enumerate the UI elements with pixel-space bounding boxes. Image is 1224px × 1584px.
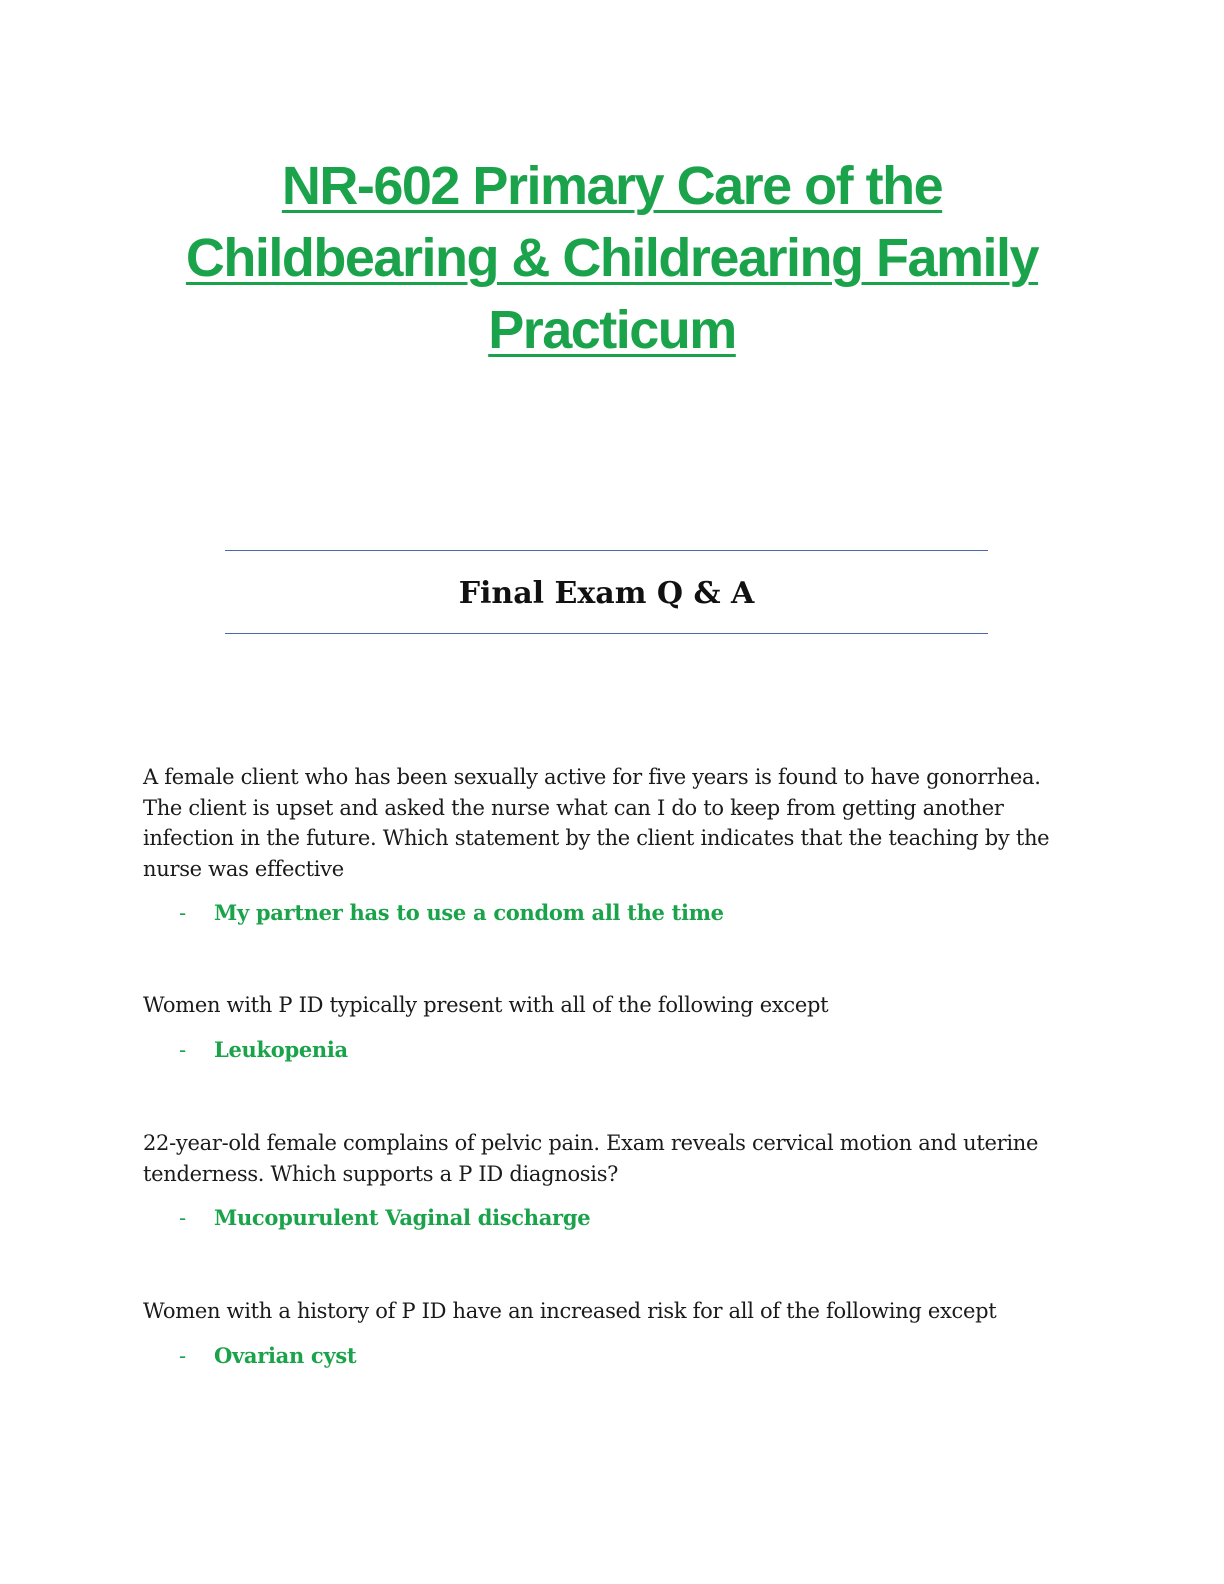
- question-text: 22-year-old female complains of pelvic pain. Exam reveals cervical motion and uterine tenderness. Which supports a P ID diagnosis?: [143, 1131, 1039, 1186]
- document-title: [112, 150, 1112, 366]
- bullet-dash: -: [179, 1343, 186, 1368]
- answer-label: My partner has to use a condom all the time: [214, 900, 724, 925]
- qa-item-2: [143, 990, 1083, 1065]
- bullet-dash: -: [179, 1037, 186, 1062]
- answer-text: [143, 1341, 1083, 1371]
- title-line-2: Childbearing & Childrearing Family: [185, 228, 1039, 288]
- answer-label: Ovarian cyst: [214, 1342, 357, 1368]
- answer-label: Leukopenia: [214, 1036, 348, 1062]
- question-text: Women with P ID typically present with all of the following except: [143, 993, 829, 1017]
- qa-item-3: [143, 1128, 1083, 1233]
- qa-item-4: [143, 1296, 1083, 1371]
- bullet-dash: -: [179, 901, 186, 925]
- title-line-3: Practicum: [488, 300, 736, 360]
- exam-subtitle: Final Exam Q & A: [458, 576, 755, 611]
- question-text: A female client who has been sexually active for five years is found to have gonorrhea. The client is upset and asked the nurse what can I do to keep from getting another infection in the future. Which statement by the client indicates that the teaching by the nurse was effective: [143, 765, 1050, 881]
- qa-item-1: [143, 762, 1083, 928]
- answer-text: [143, 1035, 1083, 1065]
- divider-bottom: [225, 633, 988, 634]
- divider-top: [225, 550, 988, 551]
- bullet-dash: -: [179, 1206, 186, 1230]
- answer-label: Mucopurulent Vaginal discharge: [214, 1205, 591, 1230]
- title-line-1: NR-602 Primary Care of the: [281, 156, 943, 216]
- answer-text: [143, 1203, 1083, 1233]
- answer-text: [143, 898, 1083, 928]
- question-text: Women with a history of P ID have an increased risk for all of the following except: [143, 1299, 997, 1323]
